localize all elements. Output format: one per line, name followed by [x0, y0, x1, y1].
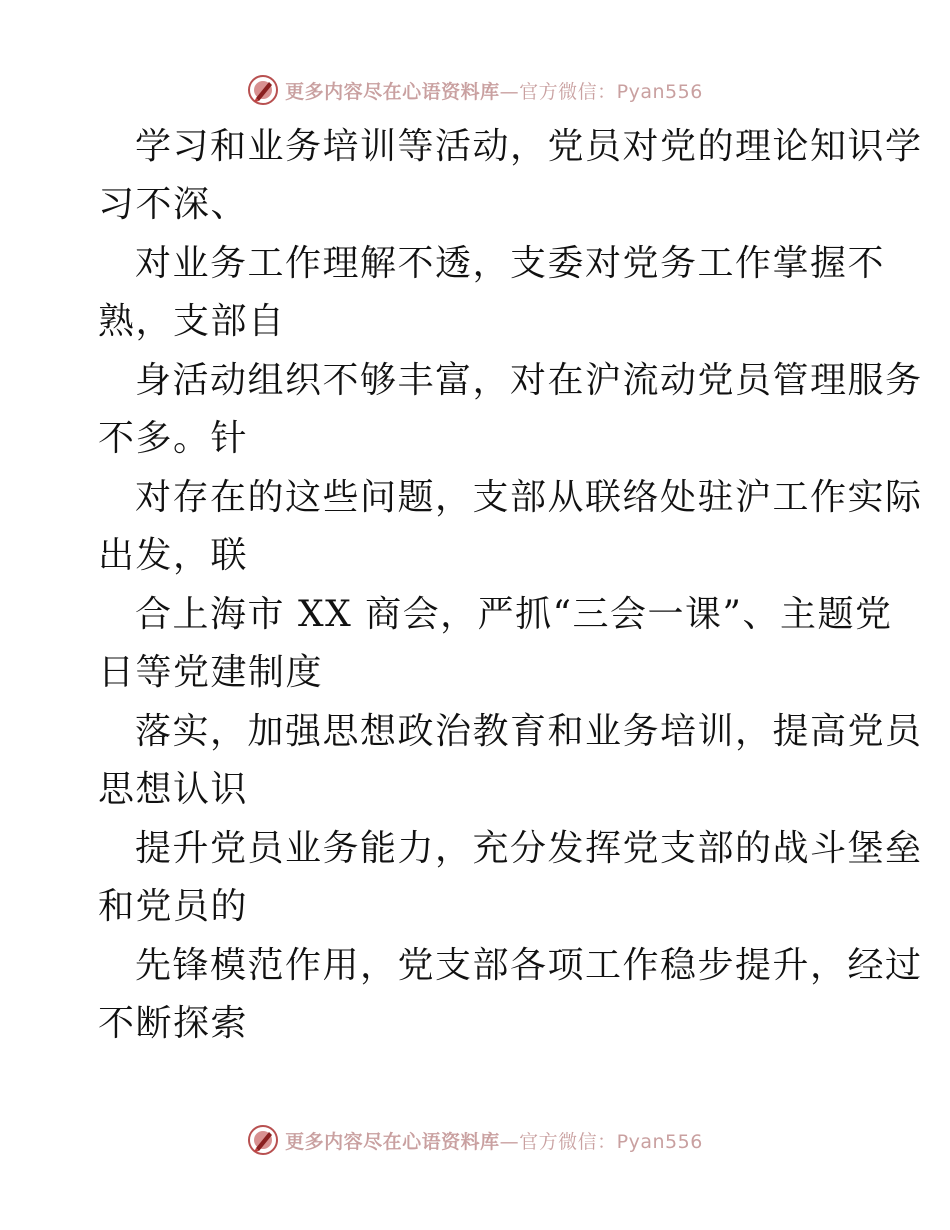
text-line: 提升党员业务能力，充分发挥党支部的战斗堡垒	[135, 828, 923, 869]
text-line: 思想认识	[98, 769, 249, 810]
watermark-official-text: 官方微信：Pyan556	[519, 80, 703, 103]
text-line: 先锋模范作用，党支部各项工作稳步提升，经过	[135, 945, 923, 986]
watermark-official-text: 官方微信：Pyan556	[519, 1130, 703, 1153]
text-line: 身活动组织不够丰富，对在沪流动党员管理服务	[135, 360, 923, 401]
text-line: 对业务工作理解不透，支委对党务工作掌握不	[135, 243, 886, 284]
footer-watermark	[0, 1122, 950, 1158]
text-line: 对存在的这些问题，支部从联络处驻沪工作实际	[135, 477, 923, 518]
pen-logo-icon	[247, 74, 279, 106]
pen-logo-icon	[247, 1124, 279, 1156]
header-watermark	[0, 72, 950, 108]
watermark-main-text: 更多内容尽在心语资料库	[285, 80, 500, 103]
text-line: 日等党建制度	[98, 652, 324, 693]
watermark-main-text: 更多内容尽在心语资料库	[285, 1130, 500, 1153]
text-line: 不断探索	[98, 1003, 249, 1044]
watermark-dash: —	[499, 80, 520, 103]
text-line: 不多。针	[98, 418, 249, 459]
text-line: 学习和业务培训等活动，党员对党的理论知识学	[135, 126, 923, 167]
text-line: 出发，联	[98, 535, 249, 576]
text-line: 熟，支部自	[98, 301, 286, 342]
text-line: 合上海市 XX 商会，严抓“三会一课”、主题党	[135, 594, 893, 635]
text-line: 习不深、	[98, 184, 249, 225]
text-line: 和党员的	[98, 886, 249, 927]
watermark-dash: —	[499, 1130, 520, 1153]
text-line: 落实，加强思想政治教育和业务培训，提高党员	[135, 711, 923, 752]
